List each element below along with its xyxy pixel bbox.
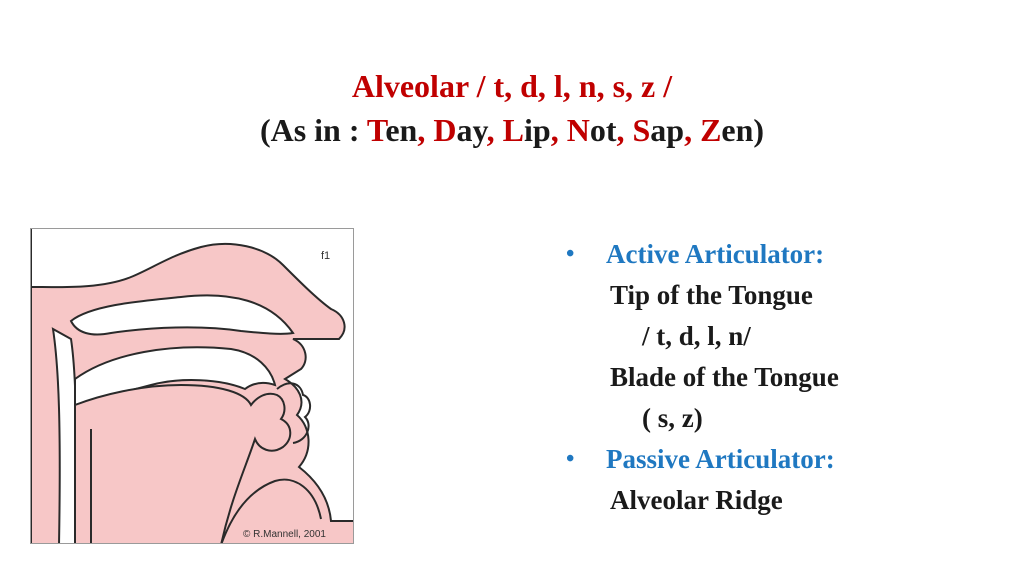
credit-text: © R.Mannell, 2001 <box>243 529 326 540</box>
bullet-dot-icon: • <box>566 446 575 472</box>
vocal-tract-svg <box>31 229 354 544</box>
bullet-line: / t, d, l, n/ <box>642 321 751 351</box>
bullet-line: Alveolar Ridge <box>610 485 783 515</box>
title-segment: , <box>417 112 434 148</box>
articulator-bullets <box>560 234 1000 521</box>
title-segment: L <box>502 112 525 148</box>
title-segment: N <box>566 112 590 148</box>
title-segment: , <box>616 112 633 148</box>
title-segment: Z <box>700 112 722 148</box>
title-segment: ) <box>753 112 765 148</box>
title-segment: en <box>385 112 418 148</box>
title-segment: ay <box>456 112 487 148</box>
bullet-dot-icon: • <box>566 241 575 267</box>
vocal-tract-diagram <box>30 228 354 544</box>
title-segment: ap <box>650 112 685 148</box>
title-line-1: Alveolar / t, d, l, n, s, z / <box>351 68 673 104</box>
title-segment: S <box>632 112 651 148</box>
bullet-line: Blade of the Tongue <box>610 362 839 392</box>
bullet-line: Tip of the Tongue <box>610 280 813 310</box>
title-segment: ot <box>589 112 617 148</box>
title-segment: en <box>721 112 754 148</box>
bullet-heading: Passive Articulator: <box>606 444 835 474</box>
bullet-line: ( s, z) <box>642 403 703 433</box>
title-segment: ip <box>524 112 551 148</box>
bullet-passive-articulator <box>560 439 1000 480</box>
title-line-2 <box>0 106 1024 154</box>
bullet-heading: Active Articulator: <box>606 239 825 269</box>
title-segment: , <box>550 112 567 148</box>
title-segment: T <box>366 112 386 148</box>
title-segment: , <box>684 112 701 148</box>
title-segment: , <box>486 112 503 148</box>
slide-title <box>0 66 1024 154</box>
figure-label: f1 <box>321 250 331 262</box>
bullet-active-articulator <box>560 234 1000 275</box>
title-segment: (As in : <box>259 112 367 148</box>
title-segment: D <box>433 112 457 148</box>
